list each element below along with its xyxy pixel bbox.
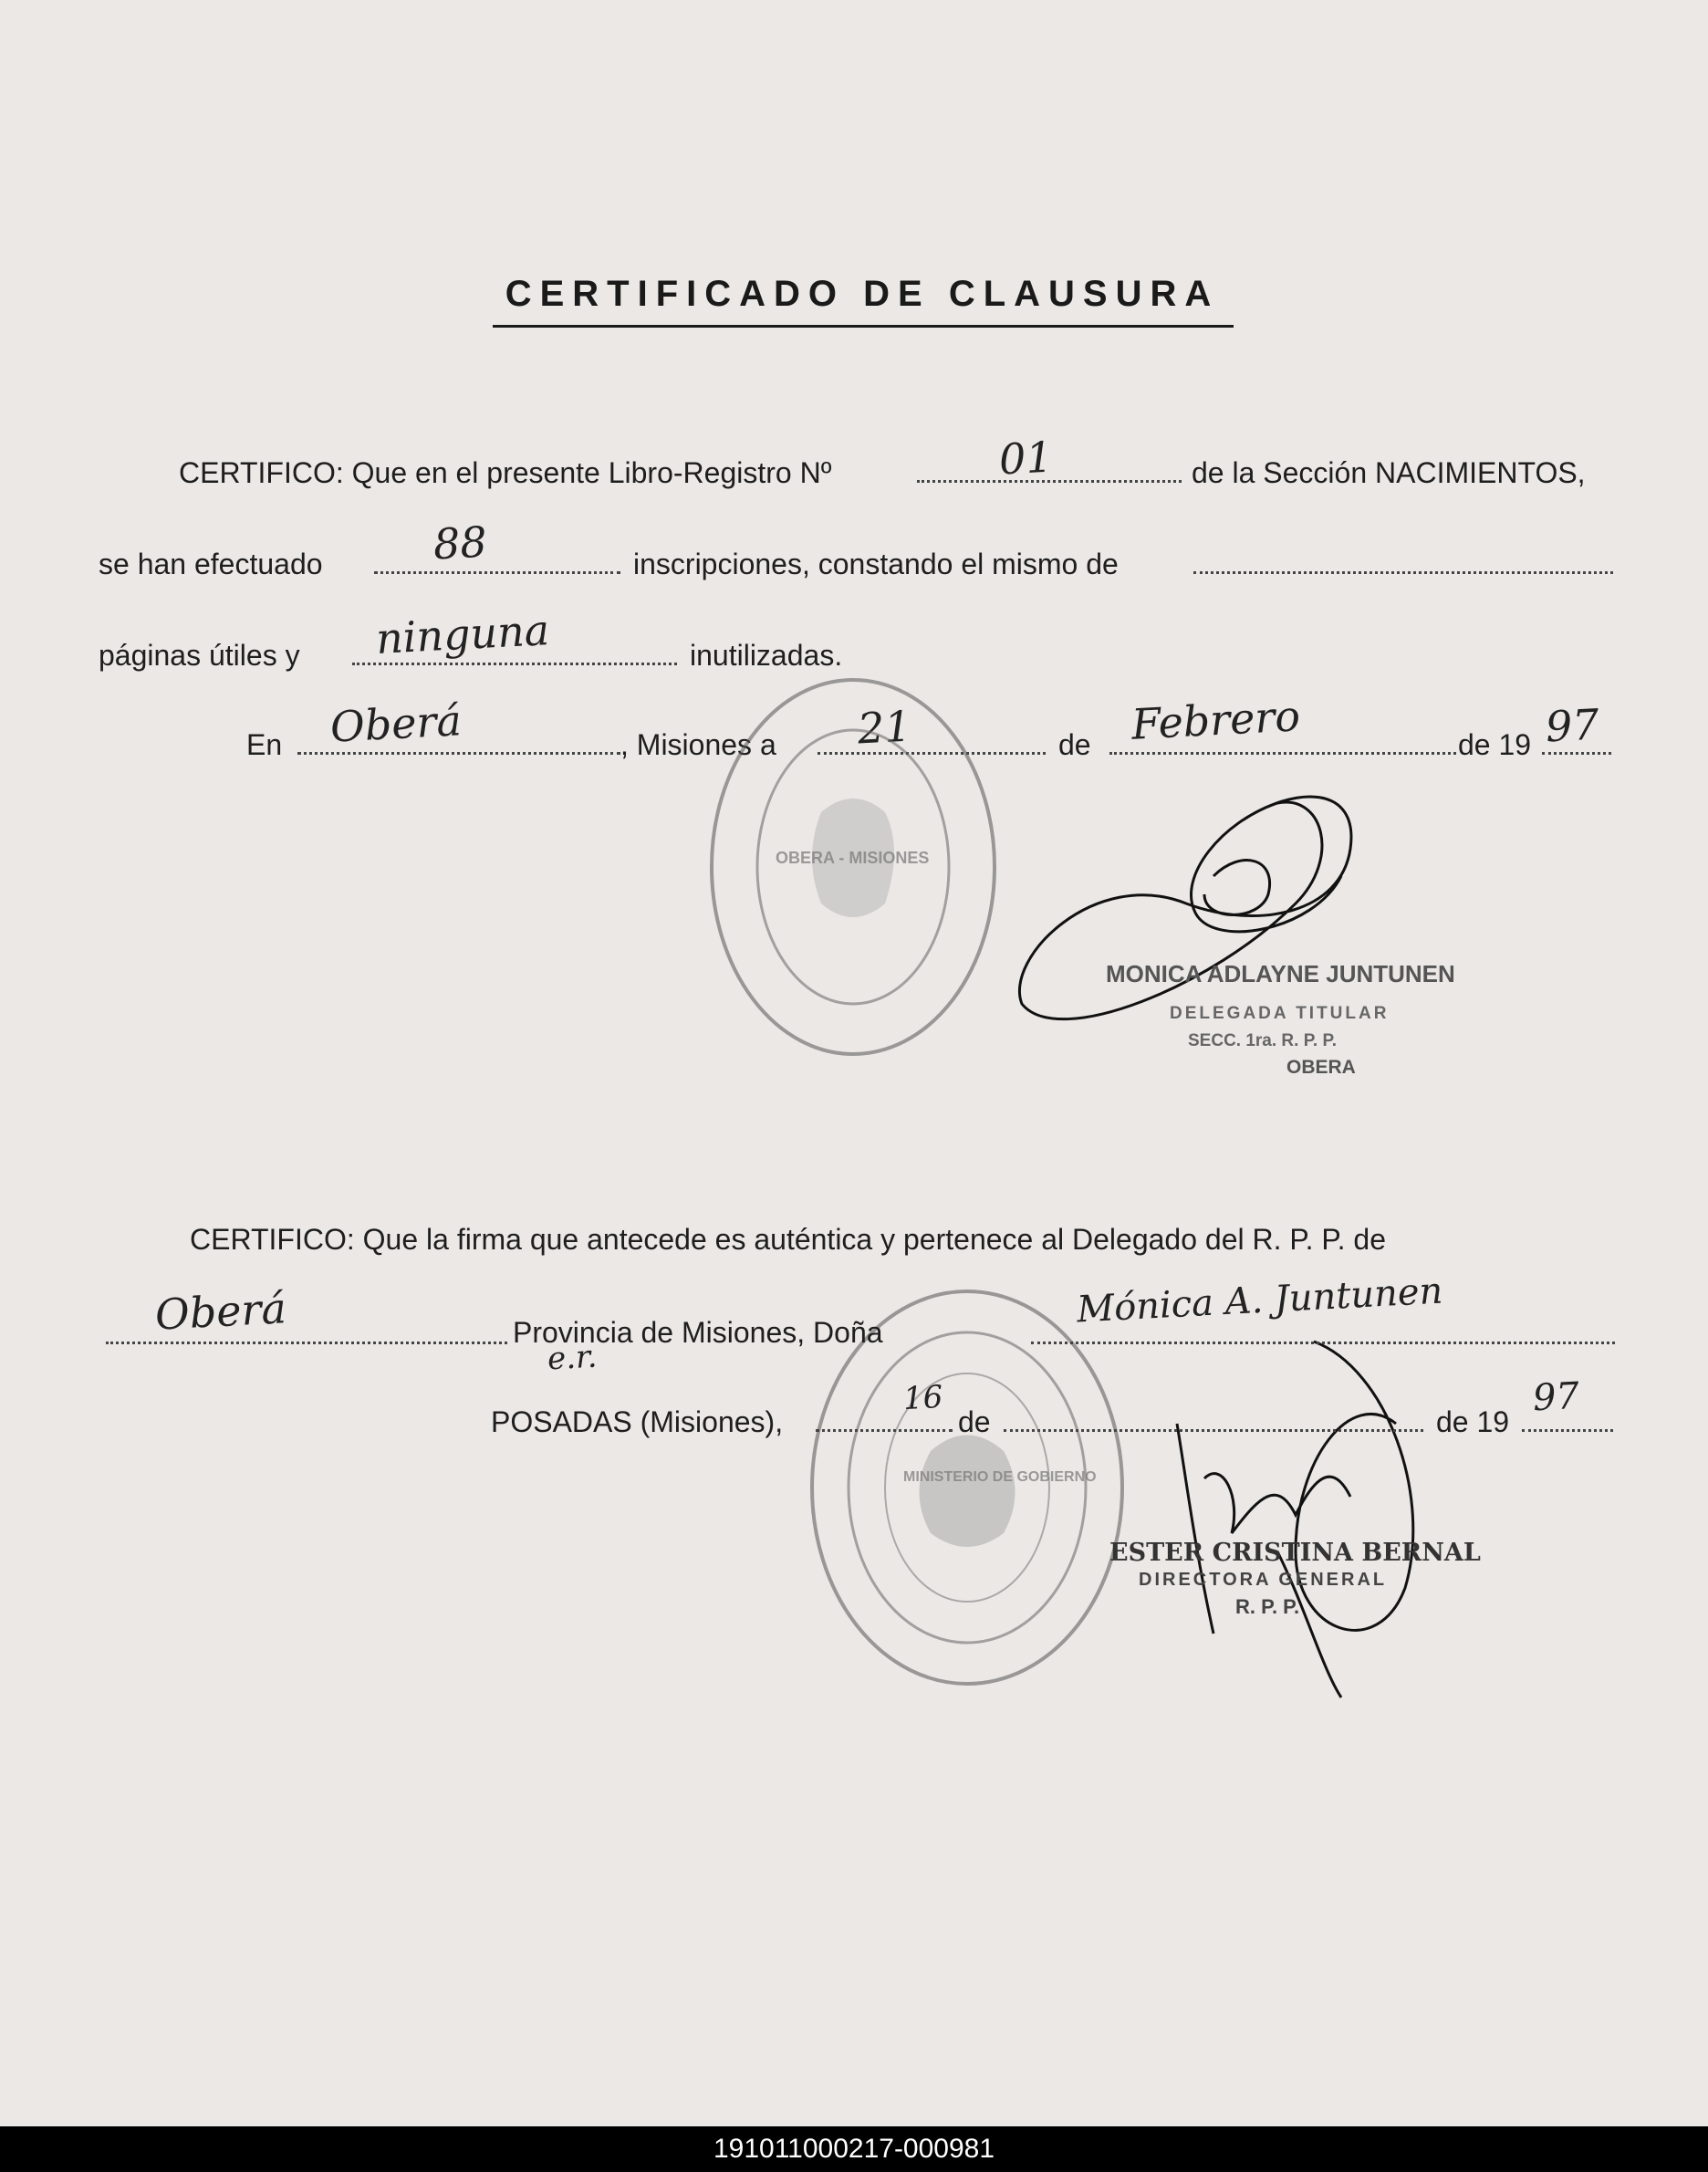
handwritten-libro-numero: 01 xyxy=(997,432,1054,485)
stamp1-section: SECC. 1ra. R. P. P. xyxy=(1188,1031,1337,1050)
cert1-line4-misiones: , Misiones a xyxy=(620,728,776,761)
dotted-field xyxy=(1031,1342,1615,1344)
cert1-line4-de: de xyxy=(1058,728,1091,761)
dotted-field xyxy=(1004,1429,1423,1432)
cert1-line4-de19: de 19 xyxy=(1458,728,1532,761)
signature-2 xyxy=(1177,1342,1413,1697)
cert1-line3-start: páginas útiles y xyxy=(99,639,300,672)
stamp1-name: MONICA ADLAYNE JUNTUNEN xyxy=(1106,960,1455,987)
cert2-line2-provincia: Provincia de Misiones, Doña xyxy=(513,1316,883,1349)
dotted-field xyxy=(106,1342,507,1344)
dotted-field xyxy=(816,1429,953,1432)
handwritten-dia: 21 xyxy=(856,701,912,754)
handwritten-mes: Febrero xyxy=(1130,691,1302,749)
cert2-line3-de: de xyxy=(958,1405,991,1438)
handwritten-dia-2: 16 xyxy=(901,1378,944,1418)
cert1-line4-en: En xyxy=(246,728,283,761)
handwritten-ciudad: Oberá xyxy=(328,695,463,752)
seal1-inner-text: OBERA - MISIONES xyxy=(776,849,930,867)
seal2-inner-text: MINISTERIO DE GOBIERNO xyxy=(903,1469,1097,1485)
cert2-line3-de19: de 19 xyxy=(1436,1405,1510,1438)
dotted-field xyxy=(1522,1429,1613,1432)
cert2-line3-posadas: POSADAS (Misiones), xyxy=(491,1405,784,1438)
cert1-line2-start: se han efectuado xyxy=(99,548,323,580)
stamp2-role: DIRECTORA GENERAL xyxy=(1139,1570,1388,1590)
handwritten-ciudad-2: Oberá xyxy=(153,1283,288,1340)
page-title: CERTIFICADO DE CLAUSURA xyxy=(505,274,1220,314)
handwritten-inscripciones: 88 xyxy=(432,517,488,569)
cert2-line1: CERTIFICO: Que la firma que antecede es auténtica y pertenece al Delegado del R. P. P. de xyxy=(190,1223,1386,1256)
handwritten-nombre: Mónica A. Juntunen xyxy=(1076,1269,1444,1331)
stamp2-org: R. P. P. xyxy=(1235,1595,1300,1618)
cert1-line2-mid: inscripciones, constando el mismo de xyxy=(633,548,1119,580)
handwritten-correccion: e.r. xyxy=(546,1338,599,1378)
stamp2-name: ESTER CRISTINA BERNAL xyxy=(1109,1539,1481,1567)
stamp1-place: OBERA xyxy=(1286,1057,1356,1078)
cert1-line1-start: CERTIFICO: Que en el presente Libro-Registro Nº xyxy=(179,456,832,489)
official-seal-2 xyxy=(812,1291,1122,1684)
handwritten-inutilizadas: ninguna xyxy=(374,605,551,663)
cert1-line1-end: de la Sección NACIMIENTOS, xyxy=(1192,456,1586,489)
handwritten-anio-2: 97 xyxy=(1531,1374,1581,1420)
handwritten-anio: 97 xyxy=(1544,699,1600,752)
stamp1-role: DELEGADA TITULAR xyxy=(1170,1004,1390,1023)
cert1-line3-end: inutilizadas. xyxy=(690,639,843,672)
document-id-footer: 191011000217-000981 xyxy=(0,2126,1708,2172)
